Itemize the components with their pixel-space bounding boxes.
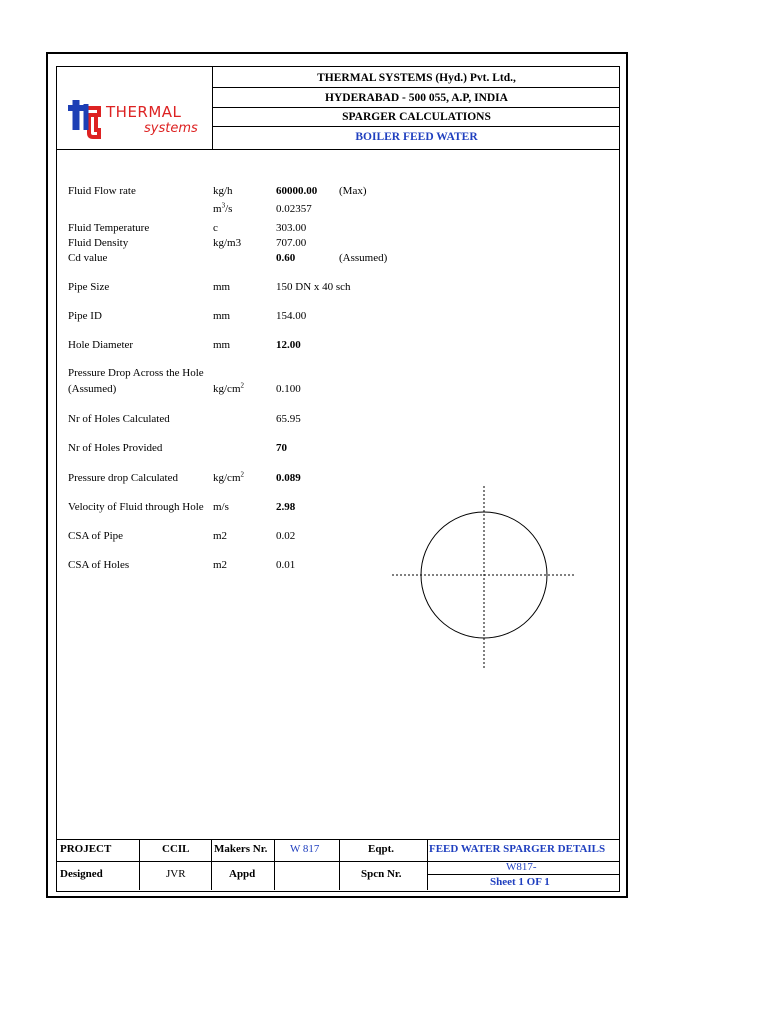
appd-label: Appd — [229, 868, 256, 880]
company-address: HYDERABAD - 500 055, A.P, INDIA — [325, 92, 508, 104]
designed-value: JVR — [166, 868, 186, 880]
makers-label: Makers Nr. — [214, 843, 268, 855]
pipe-section-diagram — [390, 484, 580, 674]
row-value: 0.02 — [276, 530, 296, 542]
row-label: Fluid Temperature — [68, 222, 150, 234]
spcn-value: W817- — [506, 861, 537, 873]
row-label: Pipe ID — [68, 310, 102, 322]
row-value: 65.95 — [276, 413, 301, 425]
row-value: 303.00 — [276, 222, 307, 234]
row-note: (Max) — [339, 185, 367, 197]
row-label: Fluid Flow rate — [68, 185, 136, 197]
row-label: Pressure drop Calculated — [68, 472, 178, 484]
row-label: Fluid Density — [68, 237, 129, 249]
row-value: 0.02357 — [276, 203, 312, 215]
project-value: CCIL — [162, 843, 190, 855]
project-label: PROJECT — [60, 843, 112, 855]
row-label: Nr of Holes Calculated — [68, 413, 170, 425]
row-note: (Assumed) — [339, 252, 388, 264]
row-unit: $kg/cm^2$ — [213, 470, 244, 484]
row-unit: kg/m3 — [213, 237, 242, 249]
company-logo — [62, 90, 210, 140]
row-label-2: (Assumed) — [68, 383, 117, 395]
row-value: 60000.00 — [276, 185, 318, 197]
row-unit: $m^3/s$ — [213, 201, 233, 215]
row-value: 0.01 — [276, 559, 296, 571]
row-unit: m/s — [213, 501, 229, 513]
row-value: 70 — [276, 442, 287, 454]
row-label: Velocity of Fluid through Hole — [68, 501, 204, 513]
row-unit: mm — [213, 339, 231, 351]
row-value: 2.98 — [276, 501, 296, 513]
row-value: 0.100 — [276, 383, 301, 395]
document-title: SPARGER CALCULATIONS — [342, 111, 491, 123]
designed-label: Designed — [60, 868, 103, 880]
row-unit: m2 — [213, 530, 228, 542]
row-label: Pipe Size — [68, 281, 110, 293]
row-label: Nr of Holes Provided — [68, 442, 163, 454]
sheet-number: Sheet 1 OF 1 — [490, 876, 550, 888]
svg-text:systems: systems — [144, 121, 198, 136]
row-value: 0.60 — [276, 252, 296, 264]
row-value: 150 DN x 40 sch — [276, 281, 351, 293]
row-label: Cd value — [68, 252, 108, 264]
eqpt-label: Eqpt. — [368, 843, 394, 855]
row-label: CSA of Pipe — [68, 530, 124, 542]
row-unit: m2 — [213, 559, 228, 571]
row-value: 154.00 — [276, 310, 307, 322]
makers-value: W 817 — [290, 843, 320, 855]
row-value: 12.00 — [276, 339, 301, 351]
row-label: Pressure Drop Across the Hole — [68, 367, 204, 379]
row-unit: mm — [213, 281, 231, 293]
row-unit: kg/h — [213, 185, 233, 197]
row-value: 707.00 — [276, 237, 307, 249]
spcn-label: Spcn Nr. — [361, 868, 402, 880]
document-subject: BOILER FEED WATER — [355, 131, 478, 143]
row-label: Hole Diameter — [68, 339, 134, 351]
eqpt-value: FEED WATER SPARGER DETAILS — [429, 843, 606, 855]
svg-text:THERMAL: THERMAL — [106, 103, 182, 121]
row-unit: mm — [213, 310, 231, 322]
row-unit: c — [213, 222, 218, 234]
row-unit: $kg/cm^2$ — [213, 381, 244, 395]
company-name: THERMAL SYSTEMS (Hyd.) Pvt. Ltd., — [317, 72, 516, 84]
row-value: 0.089 — [276, 472, 301, 484]
row-label: CSA of Holes — [68, 559, 130, 571]
